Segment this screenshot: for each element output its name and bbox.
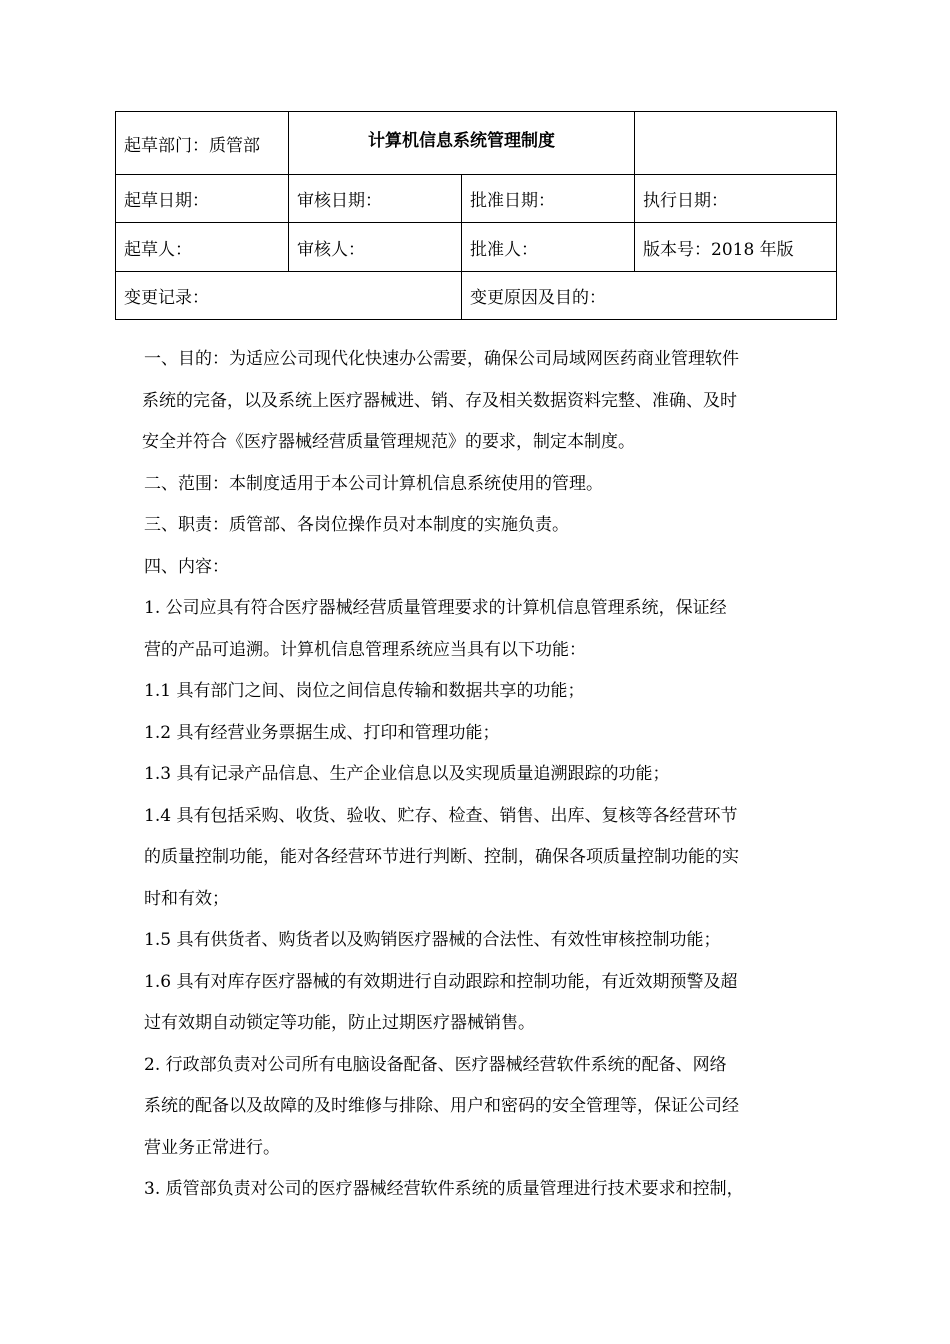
body-line: 四、内容： bbox=[144, 556, 229, 577]
body-line: 1.5 具有供货者、购货者以及购销医疗器械的合法性、有效性审核控制功能； bbox=[144, 930, 721, 950]
header-row-2 bbox=[116, 175, 837, 223]
change-reason-cell: 变更原因及目的： bbox=[462, 272, 837, 320]
header-row-3 bbox=[116, 223, 837, 272]
body-line: 的质量控制功能，能对各经营环节进行判断、控制，确保各项质量控制功能的实 bbox=[144, 847, 739, 867]
exec-date-cell: 执行日期： bbox=[635, 175, 837, 223]
body-line: 营业务正常进行。 bbox=[144, 1137, 280, 1158]
body-line: 1. 公司应具有符合医疗器械经营质量管理要求的计算机信息管理系统，保证经 bbox=[144, 598, 727, 618]
body-line: 二、范围：本制度适用于本公司计算机信息系统使用的管理。 bbox=[144, 473, 603, 494]
body-line: 1.6 具有对库存医疗器械的有效期进行自动跟踪和控制功能，有近效期预警及超 bbox=[144, 971, 738, 992]
body-line: 1.2 具有经营业务票据生成、打印和管理功能； bbox=[144, 722, 500, 743]
header-row-1 bbox=[116, 112, 837, 175]
body-line: 系统的完备，以及系统上医疗器械进、销、存及相关数据资料完整、准确、及时 bbox=[142, 390, 737, 411]
body-line: 2. 行政部负责对公司所有电脑设备配备、医疗器械经营软件系统的配备、网络 bbox=[144, 1054, 727, 1075]
body-line: 过有效期自动锁定等功能，防止过期医疗器械销售。 bbox=[144, 1013, 535, 1033]
body-line: 时和有效； bbox=[144, 888, 229, 909]
approver-cell: 批准人： bbox=[462, 223, 635, 272]
body-line: 3. 质管部负责对公司的医疗器械经营软件系统的质量管理进行技术要求和控制， bbox=[144, 1179, 744, 1199]
body-line: 一、目的：为适应公司现代化快速办公需要，确保公司局域网医药商业管理软件 bbox=[144, 349, 739, 369]
document-body bbox=[144, 339, 834, 1211]
approve-date-cell: 批准日期： bbox=[462, 175, 635, 223]
draft-dept-cell: 起草部门：质管部 bbox=[116, 112, 289, 175]
draft-date-cell: 起草日期： bbox=[116, 175, 289, 223]
reviewer-cell: 审核人： bbox=[289, 223, 462, 272]
body-line: 1.4 具有包括采购、收货、验收、贮存、检查、销售、出库、复核等各经营环节 bbox=[144, 805, 738, 826]
body-line: 营的产品可追溯。计算机信息管理系统应当具有以下功能： bbox=[144, 639, 586, 660]
header-table bbox=[115, 111, 837, 320]
body-line: 三、职责：质管部、各岗位操作员对本制度的实施负责。 bbox=[144, 515, 569, 535]
body-line: 系统的配备以及故障的及时维修与排除、用户和密码的安全管理等，保证公司经 bbox=[144, 1096, 739, 1116]
change-record-cell: 变更记录： bbox=[116, 272, 462, 320]
body-line: 1.1 具有部门之间、岗位之间信息传输和数据共享的功能； bbox=[144, 681, 585, 701]
document-title: 计算机信息系统管理制度 bbox=[289, 112, 635, 175]
version-cell: 版本号：2018 年版 bbox=[635, 223, 837, 272]
review-date-cell: 审核日期： bbox=[289, 175, 462, 223]
body-line: 安全并符合《医疗器械经营质量管理规范》的要求，制定本制度。 bbox=[142, 432, 635, 452]
title-blank-cell bbox=[635, 112, 837, 175]
drafter-cell: 起草人： bbox=[116, 223, 289, 272]
body-line: 1.3 具有记录产品信息、生产企业信息以及实现质量追溯跟踪的功能； bbox=[144, 764, 670, 784]
header-row-4 bbox=[116, 272, 837, 320]
